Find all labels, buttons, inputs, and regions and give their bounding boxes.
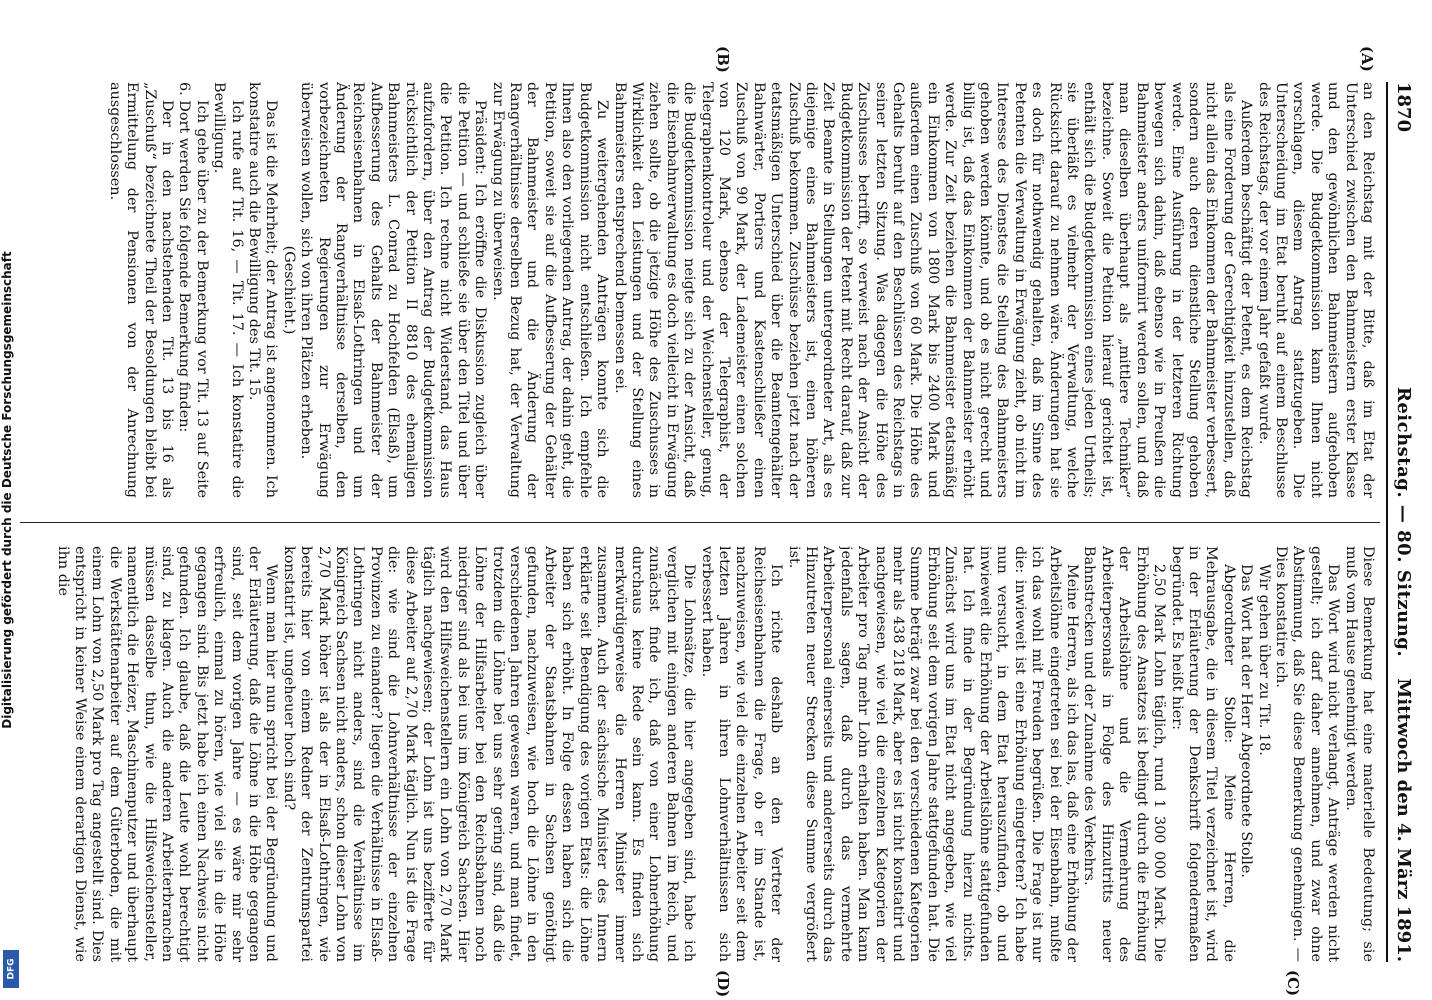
- margin-letter-c: (C): [1284, 970, 1302, 997]
- paragraph: Ich gehe über zu der Bemerkung vor Tit. 13 auf Seite 6. Dort werden Sie folgende Bemerkung finden:: [176, 82, 210, 498]
- paragraph: Das ist die Mehrheit; der Antrag ist angenommen. Ich konstatire auch die Bewilligung des Tit. 15.: [246, 82, 280, 498]
- paragraph: (Geschieht.): [280, 245, 297, 335]
- paragraph: Ich rufe auf Tit. 16, — Tit. 17. — Ich konstatire die Bewilligung.: [211, 82, 245, 498]
- left-column: [16, 82, 1376, 498]
- paragraph: Wir gehen über zu Tit. 18.: [1255, 564, 1272, 756]
- paragraph: Zu weitergehenden Anträgen konnte sich die Budgetkommission nicht entschließen. Ich empfehle Ihnen also den vorliegenden Antrag, der dahin geht, die Petition, soweit sie auf die Aufbesserung der Gehälter der Bahnmeister und die Änderung der Rangverhältnisse derselben Bezug hat, der Verwaltung zur Erwägung zu überweisen.: [489, 82, 611, 498]
- paragraph: an den Reichstag mit der Bitte, daß im Etat der Unterschied zwischen den Bahnmeistern erster Klasse und den gewöhnlichen Bahnmeistern aufgehoben werde. Die Budgetkommission kann Ihnen nicht vorschlagen, diesem Antrag stattzugeben. Die Unterscheidung im Etat beruht auf einem Beschlusse des Reichstags, der vor einem Jahr gefaßt wurde.: [1255, 82, 1376, 498]
- paragraph: Wenn man hier nun spricht bei der Begründung und der Erläuterung, daß die Löhne in die Höhe gegangen sind, seit dem vorigen Jahre — es wäre mir sehr erfreulich, einmal zu hören, wie viel sie in die Höhe gegangen sind. Bis jetzt habe ich einen Nachweis nicht gefunden. Ich glaube, daß die Leute wohl berechtigt sind, zu klagen. Auch die anderen Arbeiterbranchen müssen dasselbe thun, wie die Hilfsweichensteller, namentlich die Heizer, Maschinenputzer und überhaupt die Werkstättenarbeiter auf dem Güterboden, die mit einem Lohn von 2,50 Mark pro Tag angestellt sind. Dies entspricht in keiner Weise einem derartigen Dienst, wie ihn die: [54, 546, 280, 962]
- page-title: Reichstag. — 80. Sitzung.: [1393, 386, 1414, 658]
- dfg-logo: [3, 950, 19, 988]
- paragraph: Abgeordneter Stolle: Meine Herren, die Mehrausgabe, die in diesem Titel verzeichnet ist, wird in der Erläuterung der Denkschrift folgendermaßen begründet. Es heißt hier:: [1168, 546, 1237, 962]
- paragraph: Der in den nachstehenden Tit. 13 bis 16 als „Zuschuß“ bezeichnete Theil der Besoldungen bleibt bei Ermittelung der Pensionen von der Anrechnung ausgeschlossen.: [106, 82, 175, 498]
- digitisation-note: Digitalisierung gefördert durch die Deutsche Forschungsgemeinschaft: [0, 251, 14, 729]
- paragraph: Ich richte deshalb an den Vertreter der Reichseisenbahnen die Frage, ob er im Stande ist, nachzuweisen, wie viel die einzelnen Arbeiter seit dem letzten Jahren in ihren Lohnverhältnissen sich verbessert haben.: [698, 546, 785, 962]
- paragraph: 2,50 Mark Lohn täglich, rund 1 300 000 Mark. Die Erhöhung des Ansatzes ist bedingt durch die Erhöhung der Arbeitslöhne und die Vermehrung des Arbeiterpersonals in Folge des Hinzutritts neuer Bahnstrecken und der Zunahme des Verkehrs.: [1081, 546, 1168, 962]
- column-divider: [20, 522, 1380, 523]
- paragraph: Das Wort hat der Herr Abgeordnete Stolle.: [1238, 564, 1255, 878]
- dfg-logo-text: DFG: [6, 958, 17, 980]
- paragraph: Das Wort wird nicht verlangt, Anträge werden nicht gestellt; ich darf daher annehmen, und zwar ohne Abstimmung, daß Sie diese Bemerkung genehmigen. — Dies konstatire ich.: [1272, 546, 1342, 962]
- page-number: 1870: [1393, 82, 1414, 133]
- margin-letter-d: (D): [714, 970, 732, 998]
- paragraph: Präsident: Ich eröffne die Diskussion zugleich über die Petition — und schließe sie über den Titel und über die Petition. Ich rechne nicht Widerstand, das Haus aufzufordern, über den Antrag der Budgetkommission rücksichtlich der Petition II 8810 des ehemaligen Bahnmeisters L. Conrad zu Hochfelden (Elsaß), um Aufbesserung des Gehalts der Bahnmeister der Reichseisenbahnen in Elsaß-Lothringen und um Änderung der Rangverhältnisse derselben, den vorbezeichneten Regierungen zur Erwägung überweisen wollen, sich von ihren Plätzen erheben.: [298, 82, 489, 498]
- session-date: Mittwoch den 4. März 1891.: [1393, 678, 1414, 962]
- margin-letter-b: (B): [714, 46, 732, 73]
- paragraph: Diese Bemerkung hat eine materielle Bedeutung; sie muß vom Hause genehmigt werden.: [1342, 546, 1376, 962]
- paragraph: Außerdem beschäftigt der Petent, es dem Reichstag als eine Forderung der Gerechtigkeit hinzustellen, daß nicht allein das Einkommen der Bahnmeister verbessert, sondern auch deren dienstliche Stellung gehoben werde. Eine Ausführung in der letzteren Richtung bewegen sich dahin, daß ebenso wie in Preußen die Bahnmeister anders uniformirt werden sollen, und daß man dieselben überhaupt als „mittlere Techniker“ bezeichne. Soweit die Petition hierauf gerichtet ist, enthält sich die Budgetkommission eines jeden Urtheils; sie überläßt es vielmehr der Verwaltung, welche Rücksicht darauf zu nehmen wäre. Änderungen hat sie es doch für nothwendig gehalten, daß im Sinne des Petenten die Verwaltung in Erwägung zieht, ob nicht im Interesse des Dienstes die Stellung des Bahnmeisters gehoben werden könnte, und ob es nicht gerecht und billig ist, daß das Einkommen der Bahnmeister erhöht werde. Zur Zeit beziehen die Bahnmeister etatsmäßig ein Einkommen von 1800 Mark bis 2400 Mark und außerdem einen Zuschuß von 60 Mark. Die Höhe des Gehalts beruht auf den Beschlüssen des Reichstags in seiner letzten Sitzung. Was dagegen die Höhe des Zuschusses betrifft, so verweist nach der Ansicht der Budgetkommission der Petent mit Recht darauf, daß zur Zeit Beamte in Stellungen untergeordneter Art, als es diejenige eines Bahnmeisters ist, einen höheren Zuschuß bekommen. Zuschüsse beziehen jetzt nach der etatsmäßigen Unterschied über die Beamtengehälter Bahnwärter, Portiers und Kastenschließer einen Zuschuß von 90 Mark, der Lademeister einen solchen von 120 Mark, ebenso der Telegraphist, der Telegraphenkontroleur und der Weichensteller, genug, die Budgetkommission neigte sich zu der Ansicht, daß die Eisenbahnverwaltung es doch vielleicht in Erwägung ziehen sollte, ob die jetzige Höhe des Zuschusses in Wirklichkeit den Leistungen und der Stellung eines Bahnmeisters entsprechend bemessen sei.: [611, 82, 1255, 498]
- paragraph: Meine Herren, als ich das las, daß eine Erhöhung der Arbeitslöhne eingetreten sei bei der Eisenbahn, mußte ich das wohl mit Freuden begrüßen. Die Frage ist nur die: inwieweit ist eine Erhöhung eingetreten? Ich habe nun versucht, in dem Etat herauszufinden, ob und inwieweit die Erhöhung der Arbeitslöhne stattgefunden hat. Ich finde in der Begründung hierzu nichts. Zunächst wird uns im Etat nicht angegeben, wie viel Erhöhung seit dem vorigen Jahre stattgefunden hat. Die Summe beträgt zwar bei den verschiedenen Kategorien mehr als 438 218 Mark, aber es ist nicht konstatirt und nachgewiesen, wie viel die einzelnen Kategorien der Arbeiter pro Tag mehr Lohn erhalten haben. Man kann jedenfalls sagen, daß durch das vermehrte Arbeiterpersonal einerseits und andererseits durch das Hinzutreten neuer Strecken diese Summe vergrößert ist.: [785, 546, 1081, 962]
- digitisation-strip: [0, 0, 22, 1000]
- margin-letter-a: (A): [1358, 46, 1376, 72]
- header-rule: [1386, 82, 1388, 962]
- paragraph: Die Lohnsätze, die hier angegeben sind, habe ich verglichen mit einigen anderen Bahnen im Reich, und zunächst finde ich, daß von einer Lohnerhöhung durchaus keine Rede sein kann. Es finden sich merkwürdigerweise die Herren Minister immer zusammen. Auch der sächsische Minister des Innern erklärte seit Beendigung des vorigen Etats: die Löhne haben sich erhöht. In Folge dessen haben sich die Arbeiter der Staatsbahnen in Sachsen genöthigt gefunden, nachzuweisen, wie hoch die Löhne in den verschiedenen Jahren gewesen waren, und man findet, trotzdem die Löhne bei uns sehr gering sind, daß die Löhne der Hilfsarbeiter bei den Reichsbahnen noch niedriger sind als bei uns im Königreich Sachsen. Hier wird den Hilfsweichenstellern ein Lohn von 2,70 Mark täglich nachgewiesen; der Lohn ist uns bezifferte für diese Arbeiter auf 2,70 Mark täglich. Nun ist die Frage die: wie sind die Lohnverhältnisse der einzelnen Provinzen zu einander? liegen die Verhältnisse in Elsaß-Lothringen nicht anders, sind die Verhältnisse im Königreich Sachsen nicht anders, schon dieser Lohn von 2,70 Mark höher ist als der in Elsaß-Lothringen, wie bereits hier von einem Redner der Zentrumspartei konstatirt ist, ungeheuer hoch sind?: [280, 546, 698, 962]
- right-column: [16, 546, 1376, 962]
